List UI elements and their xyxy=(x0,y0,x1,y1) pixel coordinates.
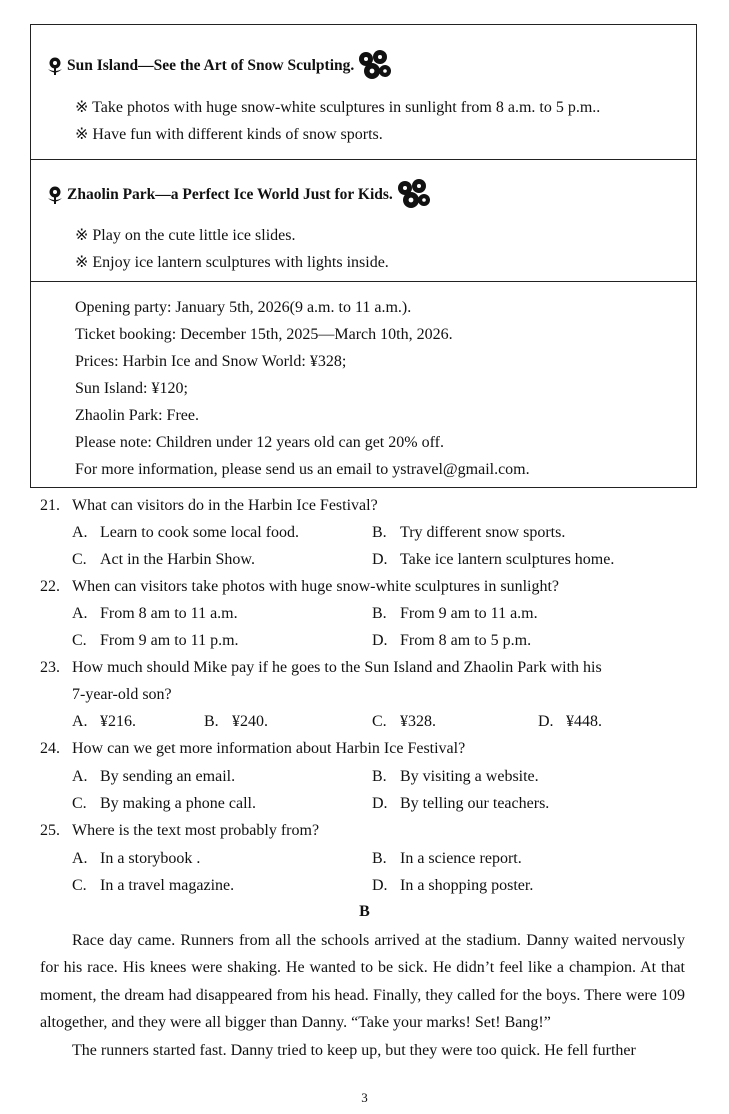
zhaolin-park-heading: Zhaolin Park—a Perfect Ice World Just for Kids . xyxy=(45,178,431,212)
bullet-item: ※ Have fun with different kinds of snow sports. xyxy=(75,126,383,143)
info-lines xyxy=(75,294,530,483)
option-b[interactable] xyxy=(372,768,539,786)
option-letter: B. xyxy=(372,850,387,867)
option-text: Act in the Harbin Show. xyxy=(100,551,255,568)
option-letter: A. xyxy=(72,524,88,541)
option-text: From 8 am to 5 p.m. xyxy=(400,632,532,649)
passage-paragraph: Race day came. Runners from all the schools arrived at the stadium. Danny waited nervously for his race. His knees were shaking. He wanted to be sick. He didn’t feel like a champion. At that moment, the dream had disappeared from his head. Finally, they called for the boys. There were 109 altogether, and they were all bigger than Danny. “Take your marks! Set! Bang!” xyxy=(40,932,685,1032)
option-text: ¥216. xyxy=(100,713,136,730)
info-line: Opening party: January 5th, 2026(9 a.m. to 11 a.m.). xyxy=(75,299,412,316)
option-c[interactable] xyxy=(72,795,256,813)
option-c[interactable] xyxy=(72,551,255,569)
option-b[interactable] xyxy=(372,850,522,868)
option-a[interactable] xyxy=(72,850,200,868)
option-a[interactable] xyxy=(72,768,235,786)
option-letter: D. xyxy=(372,632,388,649)
option-text: In a travel magazine. xyxy=(100,877,235,894)
question-number: 21. xyxy=(40,497,60,514)
option-letter: C. xyxy=(72,877,87,894)
sun-island-section xyxy=(31,25,696,160)
option-a[interactable] xyxy=(72,713,136,731)
snowflake-cluster-icon xyxy=(395,178,431,212)
option-text: Take ice lantern sculptures home. xyxy=(400,551,615,568)
option-letter: B. xyxy=(372,605,387,622)
option-text: In a storybook . xyxy=(100,850,201,867)
option-text: ¥448. xyxy=(566,713,602,730)
reading-passage xyxy=(40,927,685,1064)
info-section xyxy=(31,282,696,487)
flower-icon xyxy=(45,185,65,205)
option-b[interactable] xyxy=(372,524,565,542)
option-letter: B. xyxy=(372,768,387,785)
question-23 xyxy=(40,659,602,677)
section-title: Zhaolin Park—a Perfect Ice World Just for Kids xyxy=(67,186,389,203)
question-24 xyxy=(40,740,465,758)
option-d[interactable] xyxy=(372,877,533,895)
option-c[interactable] xyxy=(72,632,239,650)
flower-icon xyxy=(45,56,65,76)
option-letter: C. xyxy=(372,713,387,730)
option-letter: C. xyxy=(72,551,87,568)
question-number: 25. xyxy=(40,822,60,839)
option-text: By sending an email. xyxy=(100,768,236,785)
option-letter: D. xyxy=(372,877,388,894)
option-letter: B. xyxy=(204,713,219,730)
option-text: Try different snow sports. xyxy=(400,524,566,541)
option-letter: C. xyxy=(72,632,87,649)
option-text: From 9 am to 11 a.m. xyxy=(400,605,538,622)
notice-box xyxy=(30,24,697,488)
page-number: 3 xyxy=(361,1090,368,1105)
option-c[interactable] xyxy=(372,713,436,731)
option-letter: D. xyxy=(372,551,388,568)
sun-island-heading: Sun Island—See the Art of Snow Sculpting . xyxy=(45,49,392,83)
question-text: How can we get more information about Harbin Ice Festival? xyxy=(72,740,466,757)
option-text: In a science report. xyxy=(400,850,522,867)
question-text: When can visitors take photos with huge snow-white sculptures in sunlight? xyxy=(72,578,560,595)
option-text: ¥240. xyxy=(232,713,268,730)
option-b[interactable] xyxy=(204,713,268,731)
question-number: 22. xyxy=(40,578,60,595)
question-text: Where is the text most probably from? xyxy=(72,822,320,839)
option-b[interactable] xyxy=(372,605,538,623)
option-text: ¥328. xyxy=(400,713,436,730)
option-text: By making a phone call. xyxy=(100,795,256,812)
option-letter: C. xyxy=(72,795,87,812)
section-title: Sun Island—See the Art of Snow Sculpting xyxy=(67,57,351,74)
info-line: Please note: Children under 12 years old can get 20% off. xyxy=(75,434,444,451)
question-text-continued: 7-year-old son? xyxy=(72,686,172,703)
snowflake-cluster-icon xyxy=(356,49,392,83)
option-d[interactable] xyxy=(372,795,549,813)
question-22 xyxy=(40,578,559,596)
option-text: From 9 am to 11 p.m. xyxy=(100,632,239,649)
option-text: Learn to cook some local food. xyxy=(100,524,300,541)
info-line: Prices: Harbin Ice and Snow World: ¥328; xyxy=(75,353,347,370)
option-a[interactable] xyxy=(72,524,299,542)
option-d[interactable] xyxy=(372,551,614,569)
question-text: How much should Mike pay if he goes to the Sun Island and Zhaolin Park with his xyxy=(72,659,602,676)
option-letter: A. xyxy=(72,713,88,730)
option-letter: D. xyxy=(538,713,554,730)
option-letter: B. xyxy=(372,524,387,541)
bullet-item: ※ Play on the cute little ice slides. xyxy=(75,227,296,244)
option-d[interactable] xyxy=(372,632,531,650)
option-letter: A. xyxy=(72,605,88,622)
question-number: 24. xyxy=(40,740,60,757)
info-line: Ticket booking: December 15th, 2025—March 10th, 2026. xyxy=(75,326,453,343)
question-25 xyxy=(40,822,319,840)
info-line: Sun Island: ¥120; xyxy=(75,380,188,397)
question-21 xyxy=(40,497,378,515)
option-a[interactable] xyxy=(72,605,238,623)
info-line: For more information, please send us an email to ystravel@gmail.com. xyxy=(75,461,530,478)
info-line: Zhaolin Park: Free. xyxy=(75,407,199,424)
question-text: What can visitors do in the Harbin Ice Festival? xyxy=(72,497,378,514)
passage-paragraph: The runners started fast. Danny tried to keep up, but they were too quick. He fell further xyxy=(72,1041,636,1059)
option-d[interactable] xyxy=(538,713,602,731)
option-letter: A. xyxy=(72,768,88,785)
option-c[interactable] xyxy=(72,877,234,895)
question-number: 23. xyxy=(40,659,60,676)
bullet-item: ※ Enjoy ice lantern sculptures with lights inside. xyxy=(75,254,389,271)
option-text: By visiting a website. xyxy=(400,768,539,785)
option-text: In a shopping poster. xyxy=(400,877,534,894)
zhaolin-park-section xyxy=(31,160,696,282)
option-letter: D. xyxy=(372,795,388,812)
option-text: By telling our teachers. xyxy=(400,795,550,812)
option-text: From 8 am to 11 a.m. xyxy=(100,605,238,622)
bullet-item: ※ Take photos with huge snow-white sculptures in sunlight from 8 a.m. to 5 p.m.. xyxy=(75,99,601,116)
option-letter: A. xyxy=(72,850,88,867)
section-b-label: B xyxy=(359,903,370,920)
